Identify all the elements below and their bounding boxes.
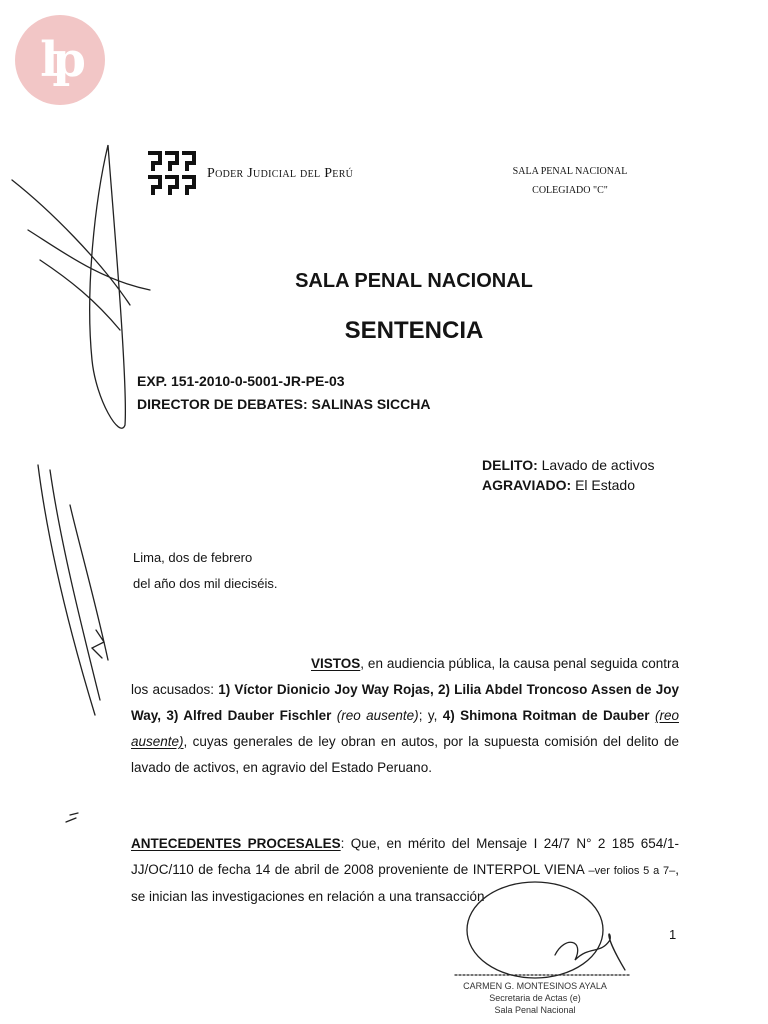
- date-line2: del año dos mil dieciséis.: [133, 576, 278, 591]
- vistos-text-1: , en audiencia pública, la causa penal seguida contra los acusados:: [131, 656, 679, 697]
- victim-value: El Estado: [575, 477, 636, 493]
- crime-label: DELITO:: [482, 457, 538, 473]
- margin-signature-top: [12, 145, 150, 428]
- vistos-text-2: ; y,: [418, 708, 443, 723]
- margin-signature-middle: [38, 465, 108, 715]
- document-subtitle: SENTENCIA: [344, 317, 484, 344]
- signatory-org: Sala Penal Nacional: [494, 1005, 576, 1015]
- lp-logo-text: lp: [40, 32, 80, 88]
- date-line1: Lima, dos de febrero: [133, 550, 253, 565]
- signatory-role: Secretaria de Actas (e): [489, 993, 581, 1003]
- folios-reference: –ver folios 5 a 7–: [588, 865, 676, 877]
- absent-note-2: (reo ausente): [131, 708, 679, 749]
- case-number: EXP. 151-2010-0-5001-JR-PE-03: [137, 373, 345, 389]
- header-court-line1: SALA PENAL NACIONAL: [512, 166, 628, 177]
- institution-name: Poder Judicial del Perú: [207, 166, 354, 181]
- vistos-text-3: , cuyas generales de ley obran en autos, por la supuesta comisión del delito de lavado de activos, en agravio del Estado Peruano.: [131, 734, 679, 775]
- antecedentes-text-2: , se inician las investigaciones en relación a una transacción: [131, 862, 679, 904]
- accused-4: 4) Shimona Roitman de Dauber: [442, 708, 650, 723]
- signature-scribble: [555, 934, 625, 970]
- debate-director: DIRECTOR DE DEBATES: SALINAS SICCHA: [137, 396, 431, 412]
- accused-1-3: 1) Víctor Dionicio Joy Way Rojas, 2) Lilia Abdel Troncoso Assen de Joy Way, 3) Alfred Dauber Fischler: [131, 682, 679, 723]
- antecedentes-text: : Que, en mérito del Mensaje I 24/7 N° 2 185 654/1-JJ/OC/110 de fecha 14 de abril de 2008 proveniente de INTERPOL VIENA: [131, 836, 680, 877]
- crime-value: Lavado de activos: [541, 457, 655, 473]
- signatory-name: CARMEN G. MONTESINOS AYALA: [463, 981, 607, 991]
- document-title: SALA PENAL NACIONAL: [295, 270, 533, 292]
- absent-note-1: (reo ausente): [336, 708, 419, 723]
- header-court-line2: COLEGIADO "C": [532, 185, 608, 196]
- signature-stamp-circle: [467, 882, 603, 978]
- vistos-heading: VISTOS: [311, 656, 361, 671]
- antecedentes-heading: ANTECEDENTES PROCESALES: [131, 836, 341, 851]
- page-number: 1: [669, 927, 677, 942]
- victim-label: AGRAVIADO:: [482, 477, 572, 493]
- margin-tick: [66, 813, 78, 822]
